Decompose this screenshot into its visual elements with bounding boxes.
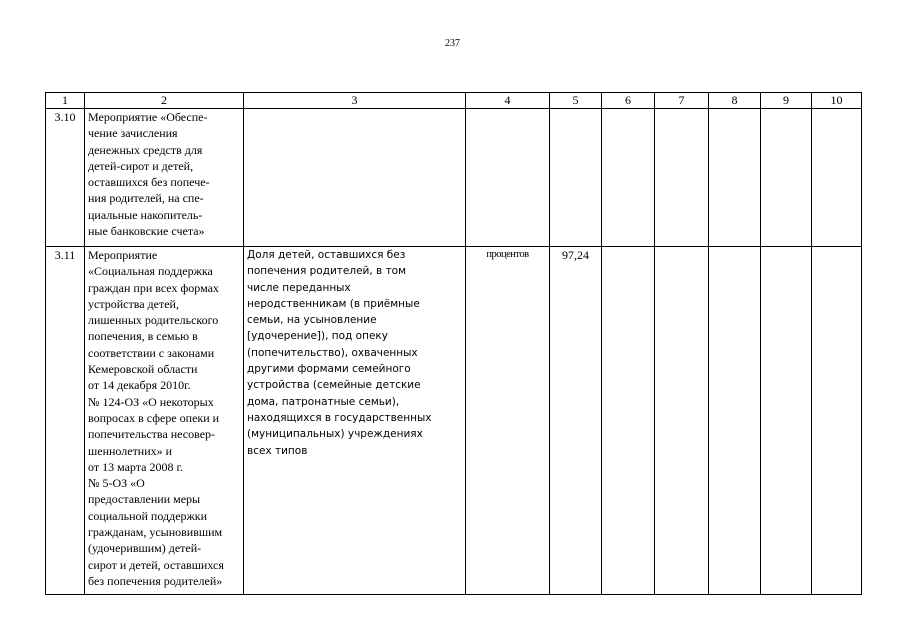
indicator-cell: Доля детей, оставшихся без попечения родителей, в том числе переданных неродственникам (в приёмные семьи, на усыновление [удочерение]), под опеку (попечительство), охваченных другими формами семейного устройства (семейные детские дома, патронатные семьи), находящихся в государственных (муниципальных) учреждениях всех типов [244,247,466,595]
measure-cell: Мероприятие «Социальная поддержка граждан при всех формах устройства детей, лишенных родительского попечения, в семью в соответствии с законами Кемеровской области от 14 декабря 2010г. № 124-ОЗ «О некоторых вопросах в сфере опеки и попечительства несовер- шеннолетних» и от 13 марта 2008 г. № 5-ОЗ «О предоставлении меры социальной поддержки гражданам, усыновившим (удочерившим) детей- сирот и детей, оставшихся без попечения родителей» [85,247,244,595]
value-cell [550,109,602,247]
header-row [46,93,862,109]
header-cell-4: 4 [466,93,550,109]
row-number: 3.11 [46,247,85,595]
col10-cell [812,109,862,247]
header-cell-7: 7 [655,93,709,109]
header-cell-6: 6 [602,93,655,109]
unit-cell [466,109,550,247]
program-table [45,92,862,595]
header-cell-8: 8 [709,93,761,109]
col6-cell [602,247,655,595]
col7-cell [655,247,709,595]
header-cell-9: 9 [761,93,812,109]
col8-cell [709,247,761,595]
header-cell-3: 3 [244,93,466,109]
header-cell-10: 10 [812,93,862,109]
page-number: 237 [445,38,460,49]
header-cell-1: 1 [46,93,85,109]
col8-cell [709,109,761,247]
col10-cell [812,247,862,595]
measure-cell: Мероприятие «Обеспе- чение зачисления денежных средств для детей-сирот и детей, оставшихся без попече- ния родителей, на спе- циальные накопитель- ные банковские счета» [85,109,244,247]
header-cell-2: 2 [85,93,244,109]
col7-cell [655,109,709,247]
col9-cell [761,109,812,247]
col6-cell [602,109,655,247]
unit-cell: процентов [466,247,550,595]
table-row [46,247,862,595]
col9-cell [761,247,812,595]
row-number: 3.10 [46,109,85,247]
header-cell-5: 5 [550,93,602,109]
table-row [46,109,862,247]
indicator-cell [244,109,466,247]
value-cell: 97,24 [550,247,602,595]
